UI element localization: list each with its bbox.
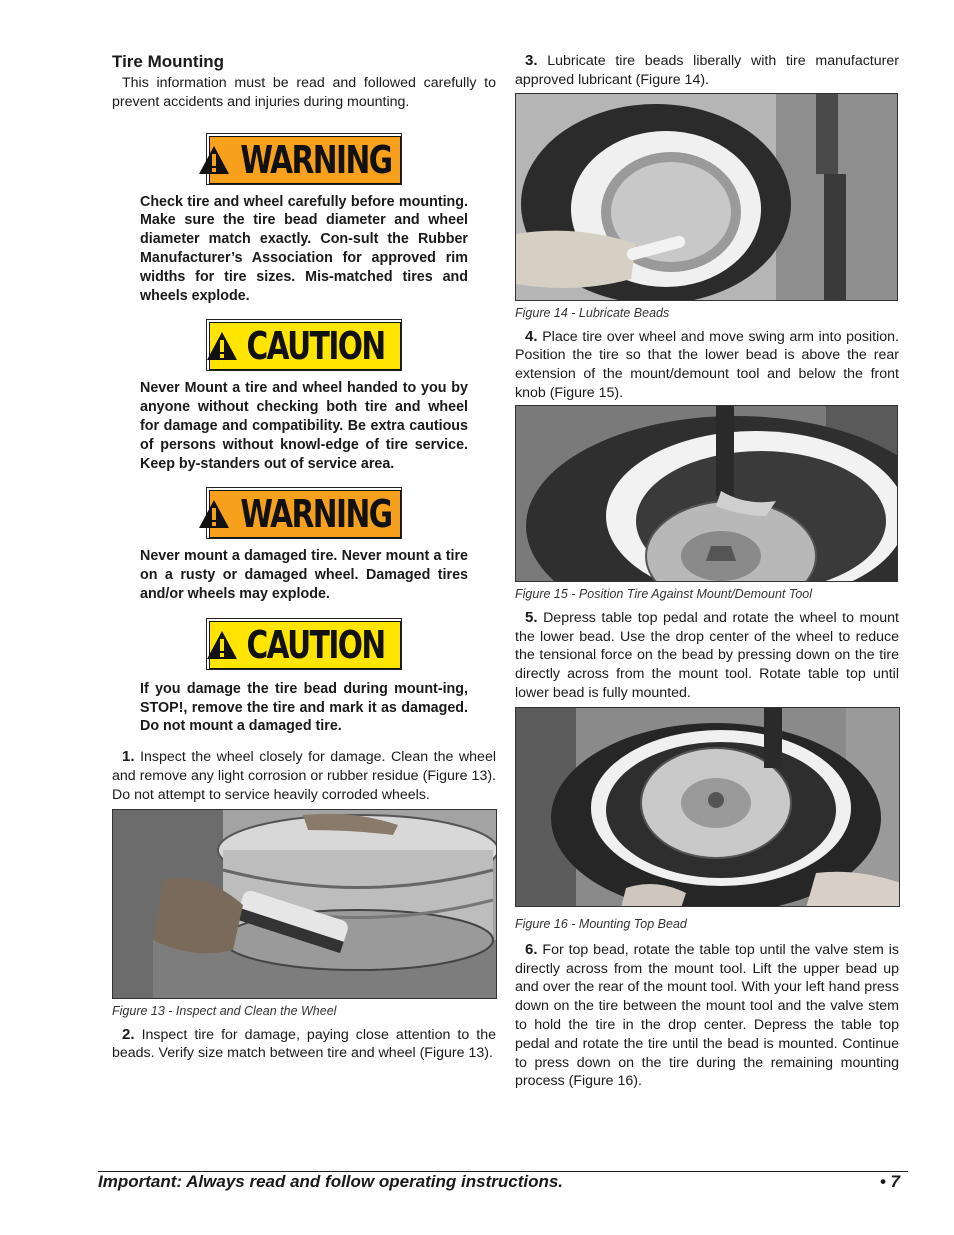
step-text: For top bead, rotate the table top until the valve stem is directly across from the mount tool. Lift the upper bead up and over the rear of the mount tool. With your left hand press down on the tire between the mount tool and the valve stem to hold the tire in the drop center. Depress the table top pedal and rotate the tire until the bead is mounted. Continue to press down on the tire during the remaining mounting process (Figure 16). (515, 941, 899, 1090)
figure-15-photo (515, 405, 898, 582)
warning-triangle-icon (205, 330, 239, 362)
figure-13-photo (112, 809, 497, 999)
warning-sign-2 (206, 487, 402, 539)
figure-16-photo (515, 707, 900, 907)
step-number: 4. (525, 327, 538, 345)
figure-13-caption: Figure 13 - Inspect and Clean the Wheel (112, 1003, 337, 1018)
warning-triangle-icon (205, 629, 239, 661)
step-number: 1. (122, 748, 135, 766)
warning-label: WARNING (240, 137, 392, 182)
step-6 (515, 941, 899, 1091)
right-column (515, 52, 899, 1091)
intro-paragraph: This information must be read and followed carefully to prevent accidents and injuries during mounting. (112, 75, 496, 110)
warning-text-1: Check tire and wheel carefully before mounting. Make sure the tire bead diameter and wheel diameter match exactly. Con-sult the Rubber Manufacturer’s Association for approved rim widths for tire sizes. Mis-matched tires and wheels explode. (140, 193, 468, 304)
caution-sign-1 (206, 319, 402, 371)
page-number: • 7 (879, 1172, 900, 1191)
step-text: Place tire over wheel and move swing arm into position. Position the tire so that the lower bead is above the rear extension of the mount/demount tool and below the front knob (Figure 15). (515, 328, 899, 401)
warning-text-2: Never mount a damaged tire. Never mount a tire on a rusty or damaged wheel. Damaged tires and/or wheels may explode. (140, 548, 468, 602)
caution-label: CAUTION (246, 622, 386, 667)
step-number: 3. (525, 52, 538, 69)
warning-triangle-icon (197, 498, 231, 530)
footer-note: Important: Always read and follow operating instructions. (98, 1172, 564, 1191)
step-number: 5. (525, 608, 538, 626)
caution-sign-2 (206, 618, 402, 670)
step-3 (515, 52, 899, 90)
caution-label: CAUTION (246, 324, 386, 369)
step-text: Depress table top pedal and rotate the wheel to mount the lower bead. Use the drop center of the wheel to reduce the tensional force on the bead by pressing down on the tire directly across from the mount tool. Rotate table top until lower bead is fully mounted. (515, 609, 899, 701)
step-text: Lubricate tire beads liberally with tire manufacturer approved lubricant (Figure 14). (515, 53, 899, 88)
step-5 (515, 609, 899, 703)
step-text: Inspect tire for damage, paying close attention to the beads. Verify size match between tire and wheel (Figure 13). (112, 1026, 496, 1062)
step-text: Inspect the wheel closely for damage. Clean the wheel and remove any light corrosion or rubber residue (Figure 13). Do not attempt to service heavily corroded wheels. (112, 749, 496, 803)
figure-14-caption: Figure 14 - Lubricate Beads (515, 305, 670, 320)
step-2 (112, 1026, 496, 1064)
warning-triangle-icon (197, 144, 231, 176)
step-number: 2. (122, 1025, 135, 1043)
figure-15-caption: Figure 15 - Position Tire Against Mount/Demount Tool (515, 586, 813, 601)
figure-14-photo (515, 93, 898, 301)
figure-16-caption: Figure 16 - Mounting Top Bead (515, 916, 687, 931)
section-heading: Tire Mounting (112, 52, 225, 71)
step-1 (112, 748, 496, 804)
left-column (112, 52, 496, 1063)
warning-sign-1 (206, 133, 402, 185)
caution-text-1: Never Mount a tire and wheel handed to you by anyone without checking both tire and wheel for damage and compatibility. Be extra cautious of persons without knowl-edge of tire service. Keep by-standers out of service area. (140, 380, 468, 472)
page-footer (98, 1172, 900, 1192)
step-number: 6. (525, 940, 538, 958)
caution-text-2: If you damage the tire bead during mount-ing, STOP!, remove the tire and mark it as damaged. Do not mount a damaged tire. (140, 680, 468, 735)
step-4 (515, 328, 899, 403)
warning-label: WARNING (240, 492, 392, 537)
